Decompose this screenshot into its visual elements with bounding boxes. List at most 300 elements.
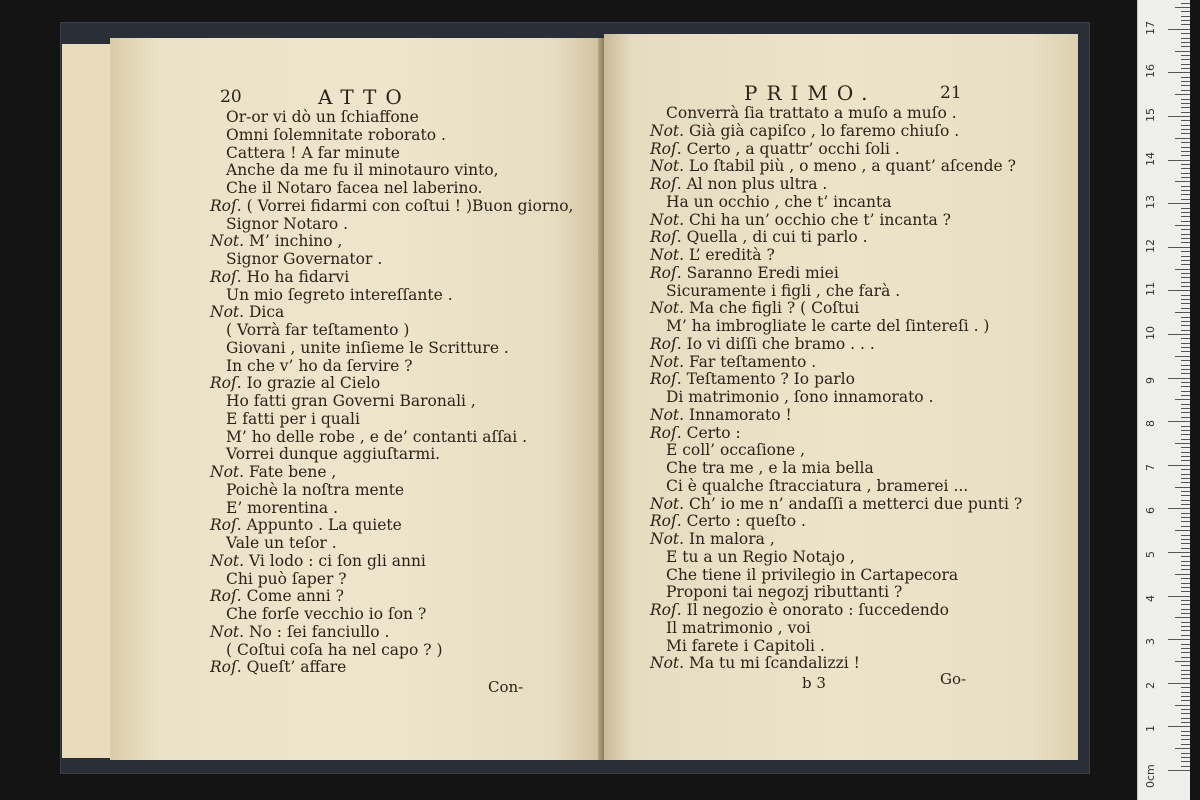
ruler-tick bbox=[1168, 726, 1190, 727]
speaker-label: Roſ. bbox=[650, 228, 687, 247]
ruler-tick bbox=[1181, 539, 1190, 540]
speaker-label: Not. bbox=[650, 210, 689, 229]
ruler-tick bbox=[1175, 705, 1190, 706]
ruler-number: 15 bbox=[1144, 108, 1157, 122]
ruler-tick bbox=[1181, 242, 1190, 243]
ruler-tick bbox=[1181, 85, 1190, 86]
ruler-tick bbox=[1181, 347, 1190, 348]
text-line bbox=[226, 250, 382, 268]
right-page bbox=[604, 34, 1078, 760]
ruler-tick bbox=[1181, 626, 1190, 627]
ruler-tick bbox=[1181, 42, 1190, 43]
text-line bbox=[226, 357, 413, 375]
ruler-tick bbox=[1168, 29, 1190, 30]
text-line bbox=[666, 317, 989, 335]
verse-text: Vorrei dunque aggiuſtarmi. bbox=[226, 445, 441, 464]
verse-text: Innamorato ! bbox=[688, 405, 792, 424]
ruler-tick bbox=[1181, 543, 1190, 544]
ruler-tick bbox=[1181, 11, 1190, 12]
ruler-number: 3 bbox=[1144, 638, 1157, 646]
ruler-tick bbox=[1181, 408, 1190, 409]
ruler-tick bbox=[1181, 212, 1190, 213]
ruler-tick bbox=[1181, 722, 1190, 723]
ruler-tick bbox=[1181, 609, 1190, 610]
ruler-number: 10 bbox=[1144, 326, 1157, 340]
ruler-tick bbox=[1181, 282, 1190, 283]
ruler-tick bbox=[1168, 596, 1190, 597]
verse-text: Fate bene , bbox=[248, 463, 337, 481]
ruler-tick bbox=[1181, 578, 1190, 579]
ruler-tick bbox=[1175, 530, 1190, 531]
ruler-tick bbox=[1168, 421, 1190, 422]
text-line bbox=[650, 228, 868, 246]
ruler-number: 11 bbox=[1144, 282, 1157, 297]
ruler-tick bbox=[1181, 360, 1190, 361]
ruler-tick bbox=[1181, 613, 1190, 614]
ruler-tick bbox=[1181, 190, 1190, 191]
ruler-tick bbox=[1175, 748, 1190, 749]
speaker-label: Roſ. bbox=[650, 601, 687, 619]
verse-text: Di matrimonio , ſono innamorato . bbox=[666, 388, 934, 406]
ruler-tick bbox=[1181, 482, 1190, 483]
ruler-tick bbox=[1181, 526, 1190, 527]
speaker-label: Not. bbox=[210, 303, 249, 322]
verse-text: Il negozio è onorato : ſuccedendo bbox=[686, 601, 950, 619]
verse-text: Converrà ſia trattato a muſo a muſo . bbox=[666, 104, 957, 122]
verse-text: ( Vorrei fidarmi con coſtui ! )Buon giorno, bbox=[246, 196, 574, 215]
ruler-number: 5 bbox=[1144, 551, 1157, 558]
ruler-tick bbox=[1181, 674, 1190, 675]
text-line bbox=[666, 441, 805, 459]
text-line bbox=[650, 299, 859, 317]
ruler-number: 16 bbox=[1144, 64, 1157, 79]
text-line bbox=[210, 303, 284, 321]
verse-text: Poichè la noſtra mente bbox=[226, 480, 405, 499]
ruler-tick bbox=[1181, 718, 1190, 719]
speaker-label: Not. bbox=[650, 157, 689, 176]
verse-text: Dica bbox=[248, 303, 285, 322]
ruler-tick bbox=[1181, 325, 1190, 326]
ruler-tick bbox=[1168, 552, 1190, 553]
ruler-tick bbox=[1181, 234, 1190, 235]
ruler-tick bbox=[1181, 430, 1190, 431]
ruler-tick bbox=[1181, 757, 1190, 758]
ruler-tick bbox=[1181, 238, 1190, 239]
speaker-label: Not. bbox=[650, 121, 689, 140]
running-head: PRIMO. bbox=[744, 81, 877, 105]
ruler-tick bbox=[1181, 535, 1190, 536]
ruler-tick bbox=[1181, 517, 1190, 518]
verse-text: Proponi tai negozj ributtanti ? bbox=[666, 583, 903, 602]
ruler-tick bbox=[1181, 521, 1190, 522]
ruler-tick bbox=[1181, 295, 1190, 296]
ruler-tick bbox=[1181, 3, 1190, 4]
ruler-tick bbox=[1181, 434, 1190, 435]
verse-text: Vale un teſor . bbox=[226, 534, 337, 552]
ruler-number: 9 bbox=[1144, 376, 1157, 384]
ruler-tick bbox=[1181, 766, 1190, 767]
speaker-label: Not. bbox=[210, 232, 249, 251]
text-line bbox=[210, 374, 380, 392]
ruler-tick bbox=[1168, 334, 1190, 335]
ruler-tick bbox=[1175, 617, 1190, 618]
speaker-label: Roſ. bbox=[650, 139, 687, 158]
ruler-tick bbox=[1175, 7, 1190, 8]
text-line bbox=[226, 534, 337, 552]
text-line bbox=[666, 619, 811, 637]
speaker-label: Roſ. bbox=[210, 516, 247, 535]
ruler-tick bbox=[1181, 151, 1190, 152]
ruler-tick bbox=[1181, 64, 1190, 65]
ruler-tick bbox=[1181, 81, 1190, 82]
ruler-tick bbox=[1181, 648, 1190, 649]
text-line bbox=[650, 335, 875, 353]
text-line bbox=[226, 570, 347, 588]
text-line bbox=[650, 264, 839, 282]
ruler-tick bbox=[1181, 317, 1190, 318]
ruler-tick bbox=[1175, 312, 1190, 313]
text-line bbox=[226, 126, 446, 144]
ruler-tick bbox=[1181, 622, 1190, 623]
ruler-tick bbox=[1181, 373, 1190, 374]
verse-text: Far teſtamento . bbox=[688, 352, 817, 371]
verse-text: M’ ho delle robe , e de’ contanti aſſai . bbox=[226, 427, 528, 446]
verse-text: M’ inchino , bbox=[248, 232, 343, 251]
text-line bbox=[226, 428, 527, 446]
ruler-tick bbox=[1181, 583, 1190, 584]
ruler-tick bbox=[1181, 382, 1190, 383]
text-line bbox=[226, 605, 426, 623]
ruler-tick bbox=[1181, 343, 1190, 344]
text-line bbox=[210, 658, 346, 676]
ruler-tick bbox=[1181, 99, 1190, 100]
ruler-number: 14 bbox=[1144, 151, 1157, 166]
speaker-label: Not. bbox=[650, 352, 689, 371]
ruler-tick bbox=[1181, 55, 1190, 56]
page-number: 20 bbox=[220, 87, 242, 107]
ruler-tick bbox=[1181, 460, 1190, 461]
ruler-tick bbox=[1181, 369, 1190, 370]
ruler-tick bbox=[1181, 59, 1190, 60]
text-line bbox=[666, 548, 855, 566]
text-line bbox=[226, 445, 440, 463]
ruler-tick bbox=[1181, 587, 1190, 588]
ruler-tick bbox=[1168, 378, 1190, 379]
ruler-tick bbox=[1175, 574, 1190, 575]
text-line bbox=[650, 530, 775, 548]
verse-text: Già già capiſco , lo faremo chiuſo . bbox=[688, 121, 960, 140]
verse-text: No : ſei fanciullo . bbox=[248, 622, 390, 641]
verse-text: ( Vorrà far teſtamento ) bbox=[226, 321, 410, 339]
ruler-tick bbox=[1181, 125, 1190, 126]
verse-text: Vi lodo : ci ſon gli anni bbox=[248, 551, 426, 570]
text-line bbox=[666, 583, 902, 601]
text-line bbox=[226, 641, 443, 659]
ruler-tick bbox=[1181, 404, 1190, 405]
ruler-tick bbox=[1181, 670, 1190, 671]
verse-text: Signor Notaro . bbox=[226, 214, 349, 233]
ruler-number: 8 bbox=[1144, 420, 1157, 428]
verse-text: Quella , di cui ti parlo . bbox=[686, 228, 868, 247]
text-line bbox=[666, 459, 874, 477]
ruler-tick bbox=[1181, 330, 1190, 331]
speaker-label: Not. bbox=[650, 530, 689, 548]
verse-text: Ch’ io me n’ andaſſi a metterci due punti ? bbox=[688, 494, 1023, 513]
ruler-tick bbox=[1181, 308, 1190, 309]
verse-text: Certo , a quattr’ occhi ſoli . bbox=[686, 139, 900, 158]
verse-text: Un mio ſegreto intereſſante . bbox=[226, 285, 453, 304]
ruler-tick bbox=[1168, 116, 1190, 117]
verse-text: Saranno Eredi miei bbox=[686, 263, 839, 282]
ruler-tick bbox=[1181, 452, 1190, 453]
ruler-tick bbox=[1181, 103, 1190, 104]
verse-text: E fatti per i quali bbox=[226, 409, 360, 428]
text-line bbox=[650, 175, 827, 193]
ruler-tick bbox=[1181, 569, 1190, 570]
signature-mark: b 3 bbox=[802, 674, 826, 692]
verse-text: Certo : bbox=[686, 423, 741, 442]
verse-text: Mi farete i Capitoli . bbox=[666, 636, 825, 655]
text-line bbox=[666, 193, 891, 211]
ruler-tick bbox=[1181, 264, 1190, 265]
verse-text: E tu a un Regio Notajo , bbox=[666, 547, 855, 566]
ruler-tick bbox=[1181, 753, 1190, 754]
ruler-tick bbox=[1168, 290, 1190, 291]
text-line bbox=[226, 215, 348, 233]
ruler-tick bbox=[1181, 321, 1190, 322]
ruler-tick bbox=[1181, 591, 1190, 592]
speaker-label: Roſ. bbox=[210, 587, 247, 606]
verse-text: Ma tu mi ſcandalizzi ! bbox=[688, 654, 860, 673]
running-head: ATTO bbox=[318, 85, 411, 109]
verse-text: ( Coſtui coſa ha nel capo ? ) bbox=[226, 640, 443, 659]
ruler-tick bbox=[1181, 644, 1190, 645]
ruler-tick bbox=[1181, 478, 1190, 479]
ruler-tick bbox=[1168, 160, 1190, 161]
ruler-tick bbox=[1168, 639, 1190, 640]
verse-text: Io grazie al Cielo bbox=[246, 374, 381, 393]
ruler-tick bbox=[1168, 508, 1190, 509]
verse-text: In che v’ ho da ſervire ? bbox=[226, 356, 413, 375]
ruler-tick bbox=[1181, 221, 1190, 222]
ruler-tick bbox=[1181, 120, 1190, 121]
ruler-tick bbox=[1181, 709, 1190, 710]
ruler-tick bbox=[1181, 164, 1190, 165]
text-line bbox=[666, 637, 825, 655]
text-line bbox=[650, 495, 1022, 513]
speaker-label: Not. bbox=[210, 622, 249, 641]
ruler-tick bbox=[1181, 635, 1190, 636]
ruler-number: 12 bbox=[1144, 238, 1157, 253]
ruler-tick bbox=[1181, 199, 1190, 200]
ruler-tick bbox=[1181, 630, 1190, 631]
verse-text: Che forſe vecchio io ſon ? bbox=[226, 605, 427, 623]
verse-text: M’ ha imbrogliate le carte del ſintereſi . ) bbox=[666, 317, 990, 335]
text-line bbox=[210, 623, 389, 641]
ruler-tick bbox=[1181, 77, 1190, 78]
speaker-label: Roſ. bbox=[210, 658, 247, 677]
text-line bbox=[650, 353, 816, 371]
ruler-tick bbox=[1175, 356, 1190, 357]
ruler-tick bbox=[1181, 299, 1190, 300]
ruler-tick bbox=[1181, 147, 1190, 148]
ruler-tick bbox=[1181, 417, 1190, 418]
ruler-tick bbox=[1175, 269, 1190, 270]
text-line bbox=[226, 179, 482, 197]
verse-text: Omni ſolemnitate roborato . bbox=[226, 125, 446, 144]
ruler-tick bbox=[1175, 94, 1190, 95]
text-line bbox=[650, 406, 792, 424]
speaker-label: Not. bbox=[210, 551, 249, 570]
ruler-tick bbox=[1181, 687, 1190, 688]
text-line bbox=[226, 144, 400, 162]
ruler-tick bbox=[1181, 46, 1190, 47]
ruler-tick bbox=[1168, 247, 1190, 248]
ruler-tick bbox=[1181, 678, 1190, 679]
ruler-tick bbox=[1181, 439, 1190, 440]
verse-text: Come anni ? bbox=[246, 587, 344, 606]
ruler-tick bbox=[1168, 203, 1190, 204]
ruler-tick bbox=[1181, 504, 1190, 505]
verse-text: Signor Governator . bbox=[226, 250, 383, 268]
text-line bbox=[226, 339, 509, 357]
ruler-tick bbox=[1181, 107, 1190, 108]
ruler-tick bbox=[1181, 303, 1190, 304]
verse-text: Certo : queſto . bbox=[686, 512, 806, 531]
text-line bbox=[650, 654, 860, 672]
ruler-tick bbox=[1181, 133, 1190, 134]
ruler-tick bbox=[1181, 500, 1190, 501]
ruler-tick bbox=[1181, 168, 1190, 169]
text-line bbox=[210, 268, 349, 286]
verse-text: In malora , bbox=[688, 530, 775, 548]
speaker-label: Roſ. bbox=[650, 334, 687, 353]
ruler-tick bbox=[1175, 225, 1190, 226]
speaker-label: Not. bbox=[650, 405, 689, 424]
ruler-number: 6 bbox=[1144, 507, 1157, 515]
ruler-number: 7 bbox=[1144, 463, 1157, 471]
ruler-number: 13 bbox=[1144, 195, 1157, 210]
ruler-tick bbox=[1181, 665, 1190, 666]
ruler-tick bbox=[1181, 412, 1190, 413]
ruler-number: 4 bbox=[1144, 594, 1157, 602]
text-line bbox=[226, 499, 338, 517]
verse-text: Che tiene il privilegio in Cartapecora bbox=[666, 565, 959, 584]
verse-text: Lo ſtabil più , o meno , a quant’ aſcende ? bbox=[688, 157, 1016, 176]
ruler-tick bbox=[1181, 491, 1190, 492]
ruler-tick bbox=[1181, 260, 1190, 261]
ruler-number: 1 bbox=[1144, 725, 1157, 733]
text-line bbox=[210, 232, 342, 250]
ruler-tick bbox=[1181, 561, 1190, 562]
ruler-tick bbox=[1181, 16, 1190, 17]
ruler-tick bbox=[1181, 33, 1190, 34]
speaker-label: Not. bbox=[650, 299, 689, 318]
verse-text: Chi ha un’ occhio che t’ incanta ? bbox=[688, 210, 951, 229]
speaker-label: Roſ. bbox=[650, 175, 687, 193]
ruler-tick bbox=[1181, 216, 1190, 217]
speaker-label: Not. bbox=[210, 463, 249, 481]
page-number: 21 bbox=[940, 83, 962, 103]
text-line bbox=[210, 197, 574, 215]
text-line bbox=[210, 552, 426, 570]
speaker-label: Roſ. bbox=[210, 196, 247, 215]
ruler-tick bbox=[1181, 565, 1190, 566]
left-page bbox=[110, 38, 602, 760]
verse-text: Appunto . La quiete bbox=[246, 516, 402, 535]
ruler-tick bbox=[1181, 495, 1190, 496]
verse-text: Ha un occhio , che t’ incanta bbox=[666, 192, 892, 211]
text-line bbox=[666, 388, 934, 406]
ruler-tick bbox=[1168, 683, 1190, 684]
ruler-tick bbox=[1168, 465, 1190, 466]
text-line bbox=[666, 566, 958, 584]
ruler-tick bbox=[1175, 181, 1190, 182]
measuring-ruler bbox=[1137, 0, 1190, 800]
text-line bbox=[226, 161, 499, 179]
ruler-tick bbox=[1181, 556, 1190, 557]
text-line bbox=[650, 601, 949, 619]
text-line bbox=[226, 286, 453, 304]
speaker-label: Roſ. bbox=[210, 267, 247, 286]
ruler-tick bbox=[1175, 51, 1190, 52]
ruler-tick bbox=[1181, 744, 1190, 745]
verse-text: Ci è qualche ſtracciatura , bramerei ... bbox=[666, 476, 969, 495]
verse-text: E’ morentina . bbox=[226, 498, 339, 517]
ruler-tick bbox=[1181, 256, 1190, 257]
ruler-tick bbox=[1181, 177, 1190, 178]
verse-text: Anche da me fu il minotauro vinto, bbox=[226, 161, 499, 180]
text-line bbox=[650, 424, 741, 442]
verse-text: Giovani , unite inſieme le Scritture . bbox=[226, 338, 509, 357]
ruler-tick bbox=[1168, 770, 1190, 771]
ruler-tick bbox=[1175, 399, 1190, 400]
ruler-tick bbox=[1181, 735, 1190, 736]
ruler-tick bbox=[1181, 604, 1190, 605]
verse-text: Or-or vi dò un ſchiaffone bbox=[226, 108, 419, 126]
verse-text: Ma che figli ? ( Coſtui bbox=[688, 299, 860, 318]
speaker-label: Roſ. bbox=[650, 423, 687, 442]
catchword: Go- bbox=[940, 670, 967, 688]
verse-text: Al non plus ultra . bbox=[686, 175, 828, 193]
ruler-tick bbox=[1181, 194, 1190, 195]
text-line bbox=[226, 392, 476, 410]
ruler-number: 17 bbox=[1144, 20, 1157, 35]
ruler-tick bbox=[1181, 24, 1190, 25]
speaker-label: Not. bbox=[650, 246, 689, 264]
ruler-tick bbox=[1181, 38, 1190, 39]
ruler-tick bbox=[1181, 208, 1190, 209]
ruler-tick bbox=[1181, 386, 1190, 387]
ruler-tick bbox=[1181, 731, 1190, 732]
ruler-tick bbox=[1181, 456, 1190, 457]
text-line bbox=[650, 512, 806, 530]
ruler-tick bbox=[1181, 277, 1190, 278]
ruler-tick bbox=[1181, 761, 1190, 762]
text-line bbox=[650, 157, 1016, 175]
ruler-tick bbox=[1181, 692, 1190, 693]
verse-text: L’ eredità ? bbox=[688, 246, 775, 264]
verse-text: Chi può ſaper ? bbox=[226, 569, 347, 588]
speaker-label: Roſ. bbox=[650, 512, 687, 531]
ruler-tick bbox=[1181, 186, 1190, 187]
text-line bbox=[210, 587, 344, 605]
ruler-tick bbox=[1181, 20, 1190, 21]
ruler-tick bbox=[1181, 395, 1190, 396]
verse-text: Ho ha fidarvi bbox=[246, 267, 350, 286]
text-line bbox=[666, 282, 900, 300]
verse-text: Sicuramente i figli , che farà . bbox=[666, 281, 901, 300]
